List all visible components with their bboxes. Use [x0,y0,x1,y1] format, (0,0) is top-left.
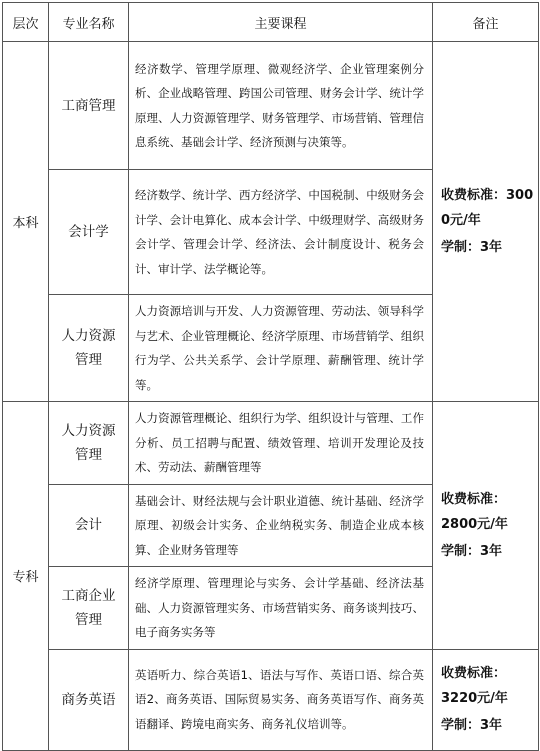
fee-text: 收费标准：3220元/年 [441,666,508,706]
header-major: 专业名称 [49,3,129,42]
courses-cell: 经济学原理、管理理论与实务、会计学基础、经济法基础、人力资源管理实务、市场营销实务、商务谈判技巧、电子商务实务等 [129,567,433,650]
header-note: 备注 [433,3,539,42]
table-row [3,42,539,170]
duration-text: 学制：3年 [441,543,503,559]
course-table [2,2,539,751]
fee-text: 收费标准：3000元/年 [441,188,534,228]
level-cell-undergrad: 本科 [3,42,49,402]
courses-cell: 经济数学、统计学、西方经济学、中国税制、中级财务会计学、会计电算化、成本会计学、中级理财学、高级财务会计学、管理会计学、经济法、会计制度设计、税务会计、审计学、法学概论等。 [129,170,433,295]
table-row [3,402,539,485]
major-cell: 工商管理 [49,42,129,170]
major-cell: 商务英语 [49,649,129,750]
major-cell: 工商企业管理 [49,567,129,650]
level-cell-college: 专科 [3,402,49,751]
header-level: 层次 [3,3,49,42]
header-row [3,3,539,42]
note-cell-undergrad [433,42,539,402]
fee-text: 收费标准：2800元/年 [441,491,508,532]
courses-cell: 人力资源管理概论、组织行为学、组织设计与管理、工作分析、员工招聘与配置、绩效管理、培训开发理论及技术、劳动法、薪酬管理等 [129,402,433,485]
major-cell: 人力资源管理 [49,402,129,485]
note-cell-english [433,649,539,750]
table-row [3,649,539,750]
major-cell: 人力资源管理 [49,295,129,402]
courses-cell: 英语听力、综合英语1、语法与写作、英语口语、综合英语2、商务英语、国际贸易实务、商务英语写作、商务英语翻译、跨境电商实务、商务礼仪培训等。 [129,649,433,750]
major-cell: 会计 [49,484,129,567]
duration-text: 学制：3年 [441,718,503,733]
note-cell-college [433,402,539,650]
courses-cell: 经济数学、管理学原理、微观经济学、企业管理案例分析、企业战略管理、跨国公司管理、财务会计学、统计学原理、人力资源管理学、财务管理学、市场营销、管理信息系统、基础会计学、经济预测与决策等。 [129,42,433,170]
header-courses: 主要课程 [129,3,433,42]
major-cell: 会计学 [49,170,129,295]
courses-cell: 基础会计、财经法规与会计职业道德、统计基础、经济学原理、初级会计实务、企业纳税实务、制造企业成本核算、企业财务管理等 [129,484,433,567]
duration-text: 学制：3年 [441,240,503,255]
courses-cell: 人力资源培训与开发、人力资源管理、劳动法、领导科学与艺术、企业管理概论、经济学原理、市场营销学、组织行为学、公共关系学、会计学原理、薪酬管理、统计学等。 [129,295,433,402]
